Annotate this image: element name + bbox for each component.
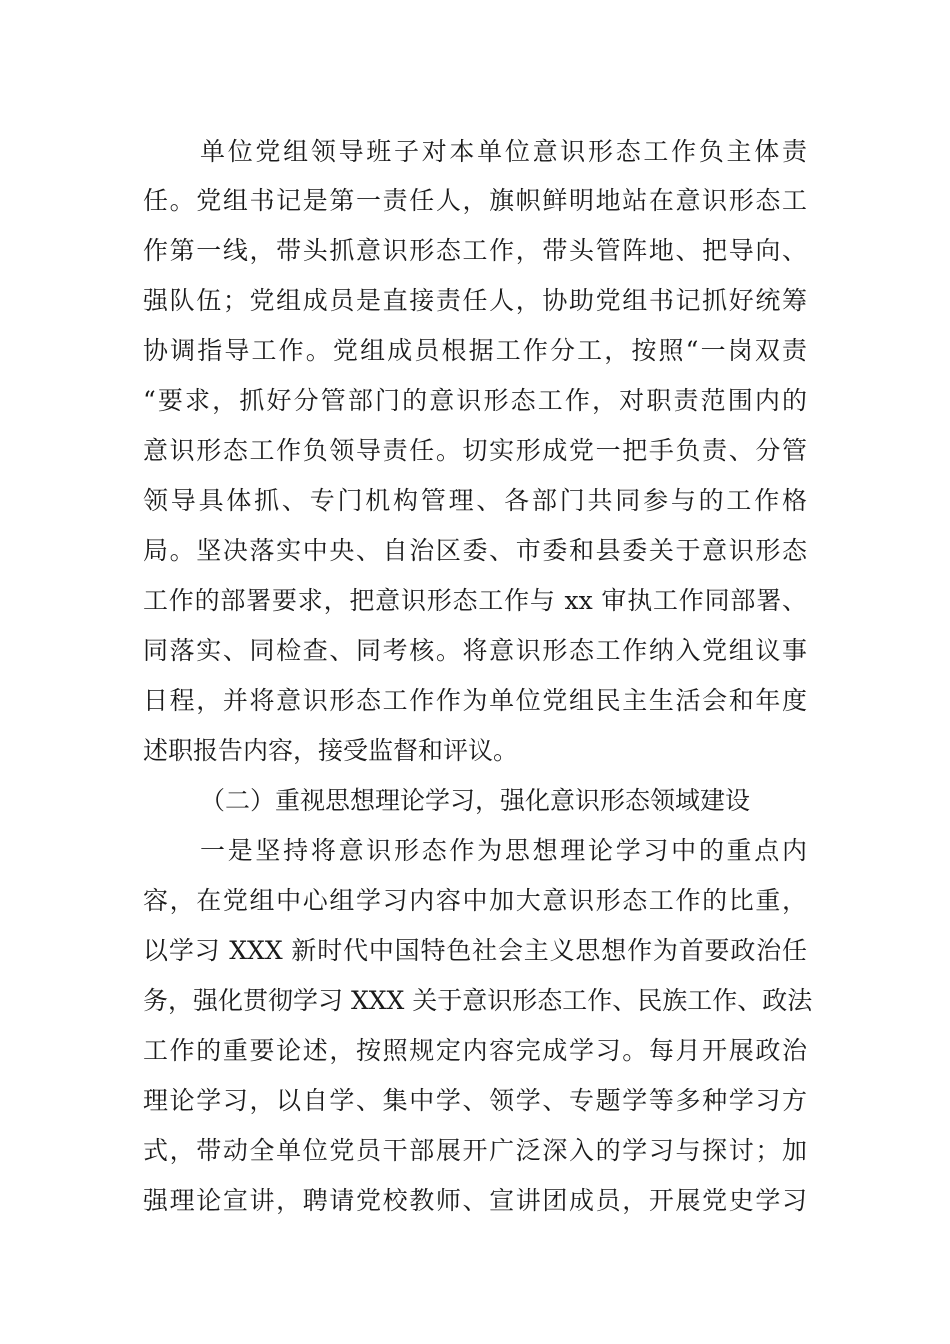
- paragraph-2-line-5: 工作的重要论述，按照规定内容完成学习。每月开展政治: [143, 1036, 807, 1065]
- paragraph-1-line-12: 日程，并将意识形态工作作为单位党组民主生活会和年度: [143, 686, 807, 715]
- paragraph-2-line-4: 务，强化贯彻学习 XXX 关于意识形态工作、民族工作、政法: [143, 986, 813, 1015]
- paragraph-1-line-6: “要求，抓好分管部门的意识形态工作，对职责范围内的: [143, 386, 807, 415]
- paragraph-1-line-7: 意识形态工作负领导责任。切实形成党一把手负责、分管: [143, 436, 807, 465]
- paragraph-1-line-5: 协调指导工作。党组成员根据工作分工，按照“一岗双责: [143, 336, 807, 365]
- paragraph-2-line-7: 式，带动全单位党员干部展开广泛深入的学习与探讨；加: [143, 1136, 807, 1165]
- paragraph-1-line-2: 任。党组书记是第一责任人，旗帜鲜明地站在意识形态工: [143, 186, 807, 215]
- paragraph-1-line-9: 局。坚决落实中央、自治区委、市委和县委关于意识形态: [143, 536, 807, 565]
- paragraph-1-line-4: 强队伍；党组成员是直接责任人，协助党组书记抓好统筹: [143, 286, 807, 315]
- paragraph-1-line-11: 同落实、同检查、同考核。将意识形态工作纳入党组议事: [143, 636, 807, 665]
- paragraph-1-line-1: 单位党组领导班子对本单位意识形态工作负主体责: [200, 137, 807, 166]
- paragraph-2-line-1: 一是坚持将意识形态作为思想理论学习中的重点内: [200, 836, 807, 865]
- section-heading: （二）重视思想理论学习，强化意识形态领域建设: [200, 786, 751, 815]
- paragraph-2-line-2: 容，在党组中心组学习内容中加大意识形态工作的比重，: [143, 886, 807, 915]
- paragraph-2-line-6: 理论学习，以自学、集中学、领学、专题学等多种学习方: [143, 1086, 807, 1115]
- paragraph-2-line-8: 强理论宣讲，聘请党校教师、宣讲团成员，开展党史学习: [143, 1186, 807, 1215]
- paragraph-1-line-3: 作第一线，带头抓意识形态工作，带头管阵地、把导向、: [143, 236, 807, 265]
- paragraph-2-line-3: 以学习 XXX 新时代中国特色社会主义思想作为首要政治任: [143, 936, 807, 965]
- paragraph-1-line-8: 领导具体抓、专门机构管理、各部门共同参与的工作格: [143, 486, 807, 515]
- paragraph-1-line-13: 述职报告内容，接受监督和评议。: [143, 736, 519, 765]
- paragraph-1-line-10: 工作的部署要求，把意识形态工作与 xx 审执工作同部署、: [143, 586, 807, 615]
